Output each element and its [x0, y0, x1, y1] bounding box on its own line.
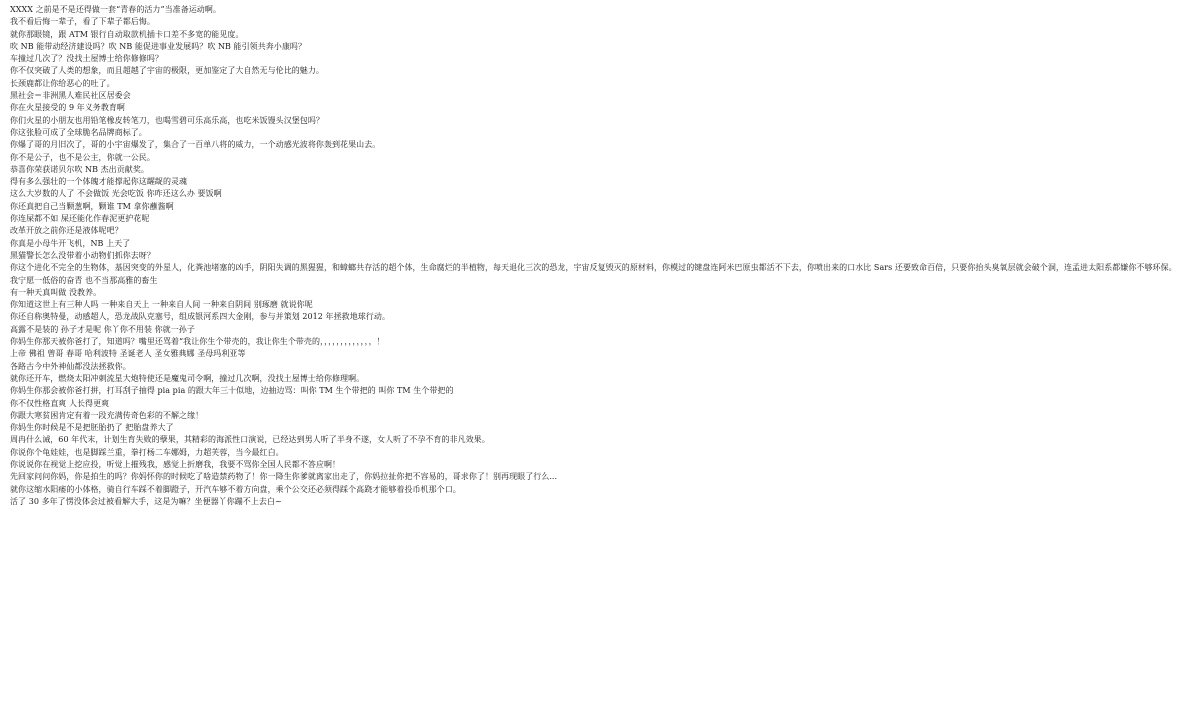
text-line: 你这张脸可成了全球脆名品牌商标了。 [10, 127, 147, 137]
text-line: 你爆了哥的月旧次了，哥的小宇宙爆发了，集合了一百单八将的威力，一个动感光波将你轰到花果山去。 [10, 140, 381, 150]
text-line: 我不看后悔一辈子，看了下辈子都后悔。 [10, 17, 155, 27]
text-line: 恭喜你荣获诺贝尔吹 NB 杰出贡献奖。 [10, 164, 149, 174]
text-line: 车撞过几次了？没找土屋博士给你修修吗？ [10, 54, 163, 64]
text-line: 改革开放之前你还是液体呢吧？ [10, 226, 123, 236]
text-line: 长颈鹿都让你给恶心的吐了。 [10, 78, 115, 88]
text-line: 吹 NB 能带动经济建设吗？吹 NB 能促进事业发展吗？吹 NB 能引领共奔小康吗？ [10, 41, 306, 51]
text-line: 活了 30 多年了愣没体会过被看解大手，这是为嘛？坐便器丫你蹦不上去白~ [10, 496, 282, 506]
text-line: 你说说你在视觉上挖应投，听觉上摧残我，感觉上折磨我，我要不骂你全国人民都不答应啊！ [10, 459, 341, 469]
text-line: 各路古今中外神仙都没法拯救你。 [10, 361, 131, 371]
text-line: 你这个进化不完全的生物体，基因突变的外星人，化粪池堵塞的凶手，阴阳失调的黑猩猩，和蟑螂共存活的超个体，生命腐烂的半植物，每天退化三次的恐龙，宇宙反复毁灭的原材料，你模过的键盘连阿米巴原虫都活不下去，你喷出来的口水比 Sars 还要致命百倍，只要你抬头臭氧层就会破个洞，连孟进太阳系都嫌你不够环保。 [10, 263, 1177, 273]
text-line: 你连屎都不如 屎还能化作春泥更护花呢 [10, 214, 150, 224]
text-line: 我宁愿一低俗的奋青 也不当那高雅的畜生 [10, 275, 158, 285]
text-line: XXXX 之前是不是还得做一套“青春的活力”当准备运动啊。 [10, 5, 221, 14]
text-line: 你还自称奥特曼，动感超人，恐龙战队克塞号，组成银河系四大金刚，参与并策划 2012 年拯救地球行动。 [10, 312, 390, 322]
text-line: 就你还开车，燃烧太阳冲刺流星大炮特使还是魔鬼司令啊，撞过几次啊，没找土屋博士给你修理啊。 [10, 373, 365, 383]
text-line: 你妈生你那天被你爸打了，知道吗？嘴里还骂着“我让你生个带壳的，我让你生个带壳的，，，，，，，，，，，，，！ [10, 337, 385, 347]
text-line: 你在火星接受的 9 年义务教育啊 [10, 103, 125, 113]
text-line: 你们火星的小朋友也用铅笔橡皮转笔刀，也喝雪碧可乐高乐高，也吃米饭馒头汉堡包吗？ [10, 115, 324, 125]
text-line: 你不是公子，也不是公主，你就一公民。 [10, 152, 155, 162]
text-line: 有一种天真叫做 没教养。 [10, 287, 102, 297]
text-line: 得有多么强壮的一个体魄才能撑起你这龌龊的灵魂 [10, 177, 188, 187]
text-line: 你不仅性格直爽 人长得更爽 [10, 398, 110, 408]
text-line: 你真是小母牛开飞机，NB 上天了 [10, 238, 131, 248]
text-line: 就你那眼镜，跟 ATM 银行自动取款机插卡口差不多宽的能见度。 [10, 29, 244, 39]
text-line: 上帝 佛祖 曾哥 春哥 哈利波特 圣诞老人 圣女雅典娜 圣母玛利亚等 [10, 349, 246, 359]
text-line: 你妈生你时候是不是把胚胎扔了 把胎盘养大了 [10, 423, 174, 433]
text-line: 周冉什么诫，60 年代末，计划生育失败的孽果，其精彩的海派性口演说，已经达到男人听了半身不遂，女人听了不孕不育的非凡效果。 [10, 435, 490, 445]
text-line: 你不仅突破了人类的想象，而且超越了宇宙的极限，更加鉴定了大自然无与伦比的魅力。 [10, 66, 324, 76]
text-line: 你知道这世上有三种人吗 一种来自天上 一种来自人间 一种来自阴间 别琢磨 就说你呢 [10, 300, 313, 310]
text-line: 黑社会＝非洲黑人难民社区居委会 [10, 91, 131, 101]
text-line: 先回家问问你妈，你是拍生的吗？你妈怀你的时候吃了啥造禁药物了！你一降生你爹就离家出走了，你妈拉扯你把不容易的，哥求你了！别再现眼了行么... [10, 472, 558, 482]
text-line: 这么大岁数的人了 不会做饭 光会吃饭 你咋还这么办 要饭啊 [10, 189, 222, 199]
text-line: 你跟大寒贫困肯定有着一段充满传奇色彩的不解之缘！ [10, 410, 204, 420]
text-line: 就你这缩水阳痿的小体格，骑自行车踩不着脚蹬子，开汽车够不着方向盘，乘个公交还必须得踩个高跷才能够着投币机那个口。 [10, 484, 461, 494]
text-line: 你还真把自己当颗葱啊，颗谁 TM 拿你蘸酱啊 [10, 201, 174, 211]
text-line: 高露不是装的 孙子才是呢 你丫你不用装 你就一孙子 [10, 324, 195, 334]
text-line: 你说你个龟娃娃，也是脚踩兰重，拳打杨二车娜姆，力超芙蓉，当今最红白。 [10, 447, 284, 457]
text-line: 黑猫警长怎么没带着小动物们抓你去呀？ [10, 250, 155, 260]
text-line: 你妈生你那会被你爸打拼，打耳刮子抽得 pia pia 的跟大年三十似地，边抽边骂：叫你 TM 生个带把的 叫你 TM 生个带把的 [10, 386, 454, 396]
